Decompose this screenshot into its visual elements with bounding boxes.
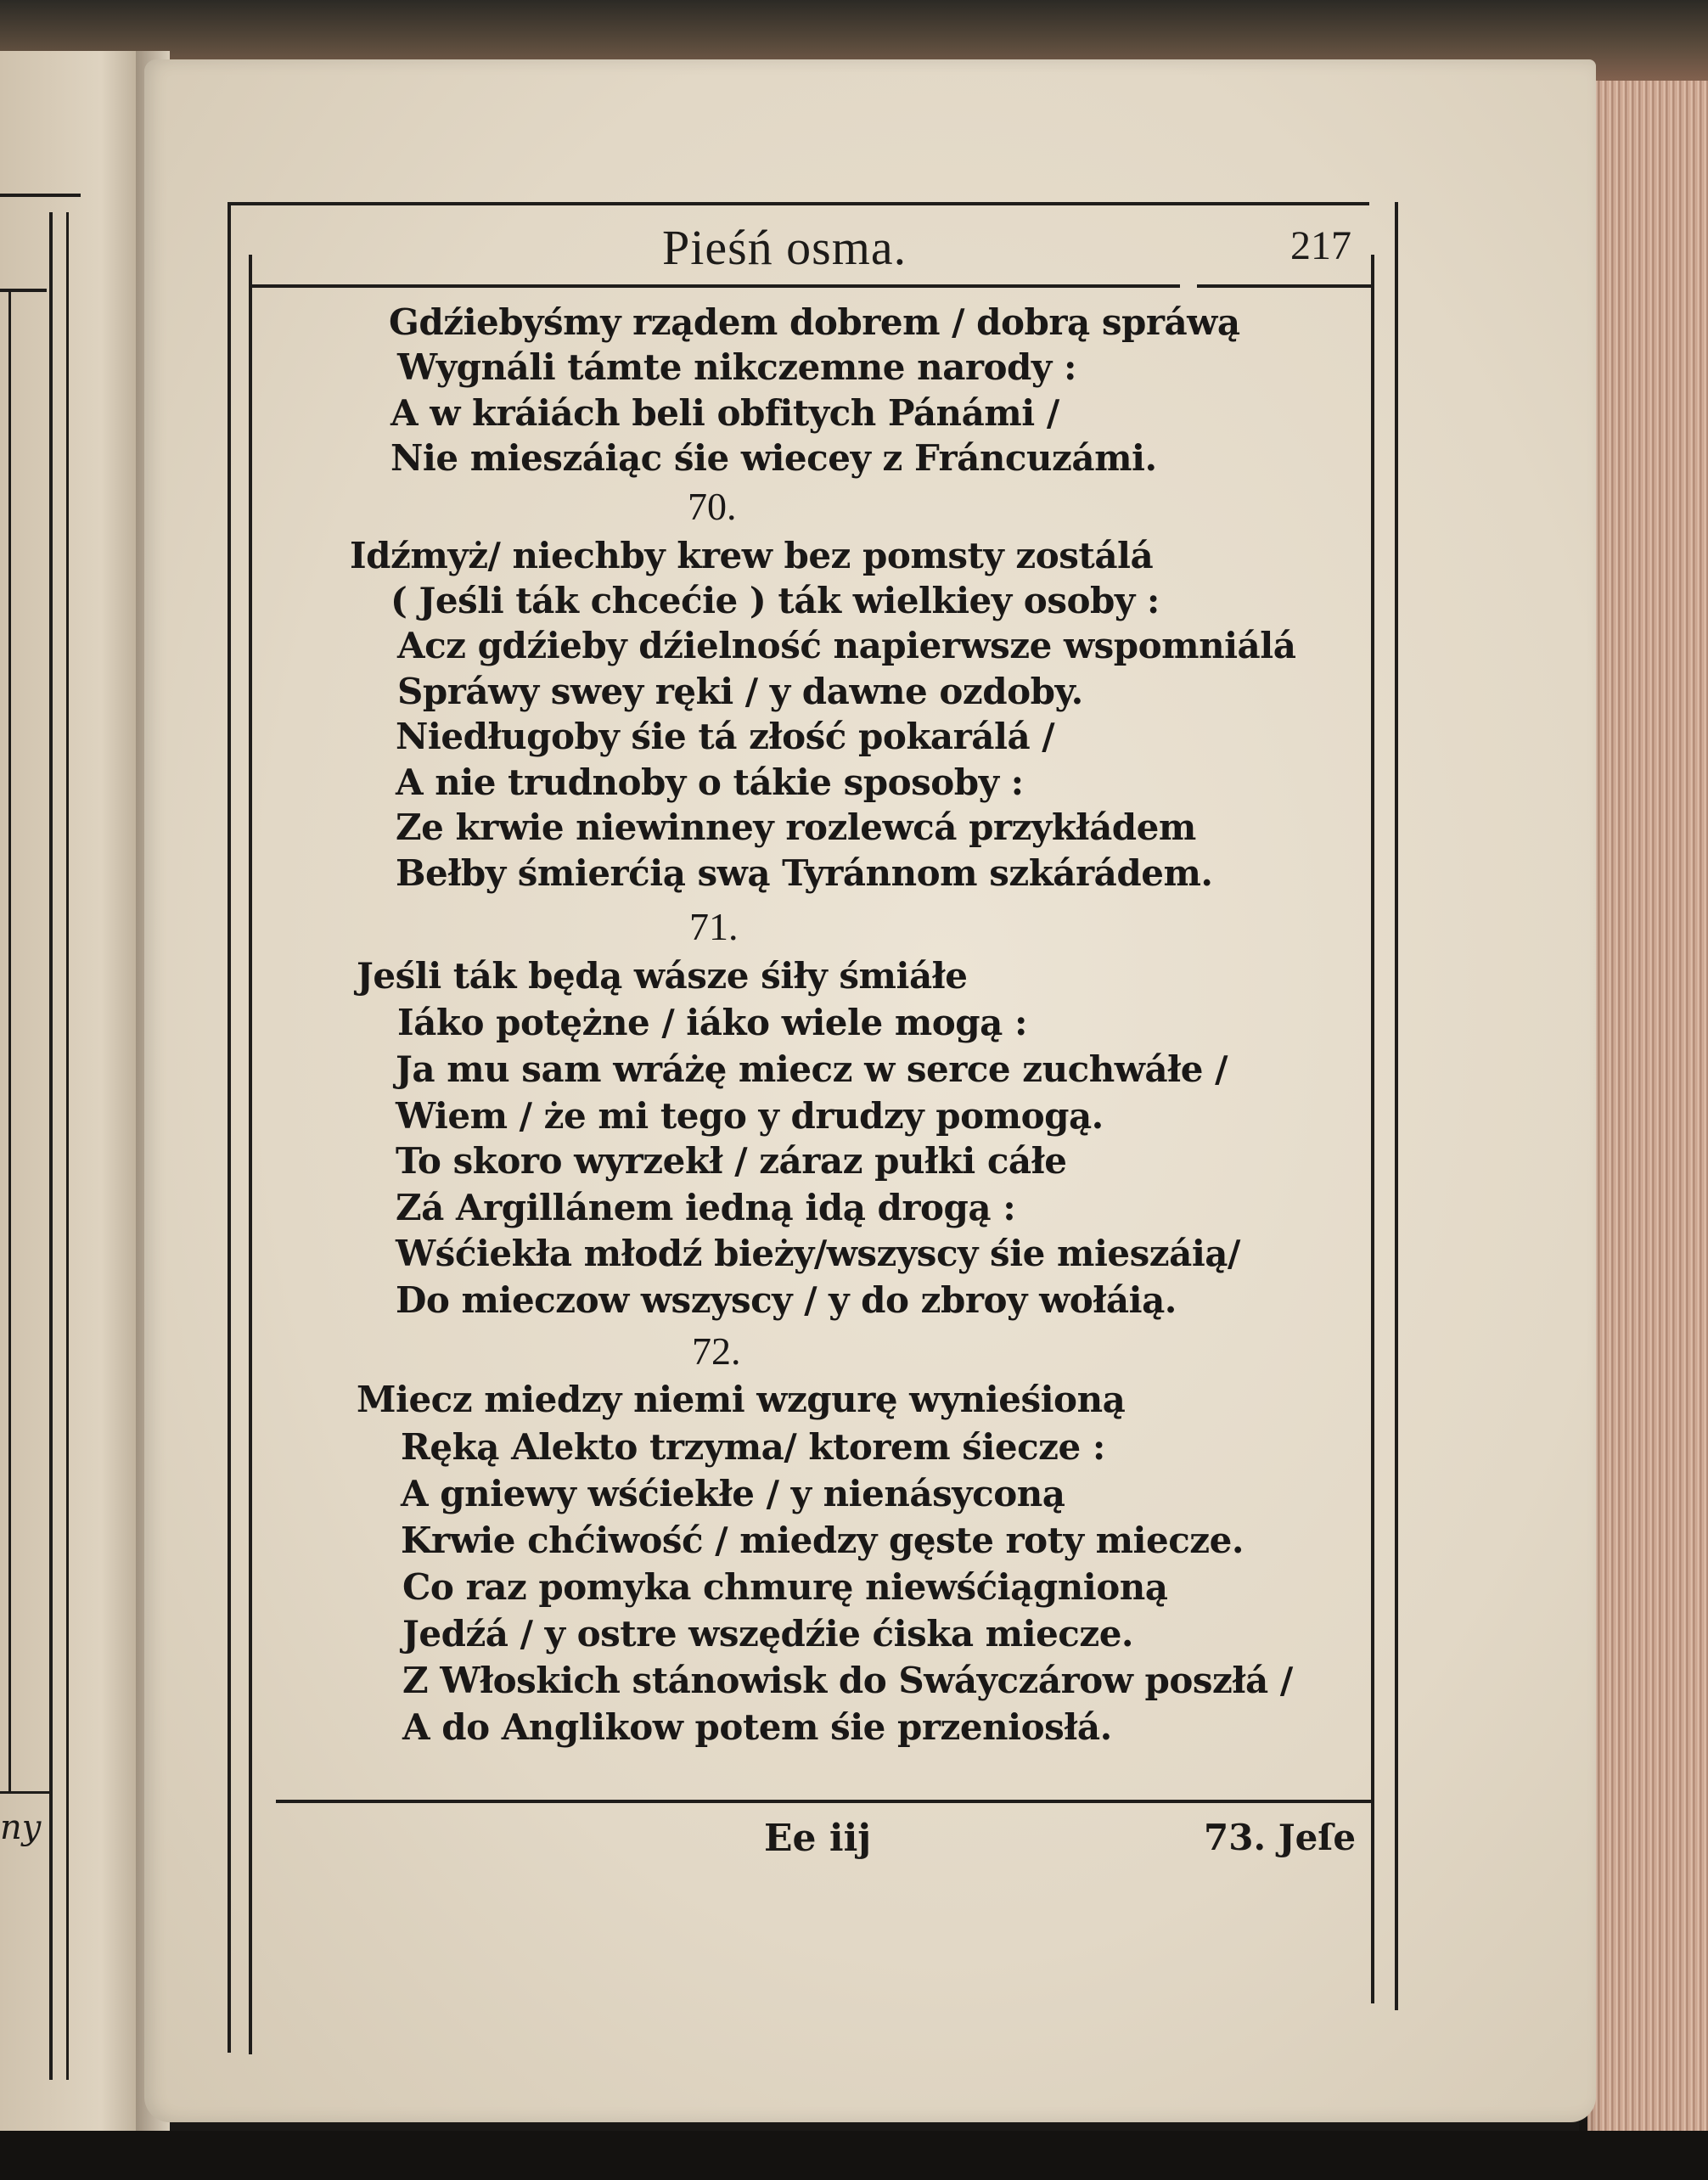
stanza-number: 70. bbox=[688, 485, 737, 528]
verse-line: ( Jeśli ták chcećie ) ták wielkiey osoby : bbox=[390, 580, 1160, 621]
verse-line: Co raz pomyka chmurę niewśćiągnioną bbox=[402, 1566, 1168, 1608]
printer-signature: Ee iij bbox=[764, 1817, 872, 1860]
left-page-rule-top bbox=[0, 194, 81, 197]
verse-line: Jeśli ták będą wásze śiły śmiáłe bbox=[357, 955, 968, 997]
verse-line: Ze krwie niewinney rozlewcá przykłádem bbox=[396, 806, 1196, 848]
verse-line: Bełby śmierćią swą Tyránnom szkárádem. bbox=[396, 852, 1213, 894]
running-title: Pieśń osma. bbox=[662, 220, 907, 275]
bottom-shadow bbox=[0, 2131, 1708, 2180]
page-number: 217 bbox=[1290, 223, 1351, 268]
verse-line: Idźmyż/ niechby krew bez pomsty zostálá bbox=[350, 535, 1154, 576]
verse-line: Iáko potężne / iáko wiele mogą : bbox=[397, 1002, 1027, 1043]
left-page-rule-top-inner bbox=[0, 289, 47, 292]
verse-line: A w kráiách beli obfitych Pánámi / bbox=[390, 392, 1059, 434]
frame-right-inner-rule bbox=[1371, 255, 1374, 2003]
verse-line: Ja mu sam wráżę miecz w serce zuchwáłe / bbox=[396, 1048, 1228, 1090]
verse-line: A gniewy wśćiekłe / y nienásyconą bbox=[401, 1473, 1065, 1514]
verse-line: To skoro wyrzekł / záraz pułki cáłe bbox=[396, 1140, 1067, 1182]
verse-line: A nie trudnoby o tákie sposoby : bbox=[396, 761, 1024, 803]
frame-left-outer-rule bbox=[228, 202, 231, 2053]
verse-line: Zá Argillánem iedną idą drogą : bbox=[396, 1187, 1016, 1228]
header-rule-right bbox=[1197, 284, 1371, 288]
catchword: 73. Jeſe bbox=[1204, 1817, 1357, 1858]
verse-line: Do mieczow wszyscy / y do zbroy wołáią. bbox=[396, 1279, 1177, 1321]
page-edges bbox=[1587, 81, 1708, 2152]
verse-line: A do Anglikow potem śie przeniosłá. bbox=[402, 1706, 1112, 1748]
verse-line: Nie mieszáiąc śie wiecey z Fráncuzámi. bbox=[390, 437, 1157, 479]
verse-line: Krwie chćiwość / miedzy gęste roty miecze. bbox=[401, 1520, 1244, 1561]
left-page-catchword: ny bbox=[0, 1808, 42, 1847]
frame-left-inner-rule bbox=[249, 255, 252, 2054]
verse-line: Gdźiebyśmy rządem dobrem / dobrą spráwą bbox=[389, 301, 1240, 343]
left-page-rule-vertical-inner bbox=[66, 212, 69, 2080]
left-page-rule-bottom bbox=[0, 1791, 51, 1794]
stanza-number: 71. bbox=[689, 905, 739, 948]
verse-line: Jedźá / y ostre wszędźie ćiska miecze. bbox=[402, 1613, 1134, 1655]
verse-line: Miecz miedzy niemi wzgurę wynieśioną bbox=[357, 1379, 1126, 1420]
frame-top-rule bbox=[228, 202, 1369, 205]
left-page-rule-vertical-outer bbox=[49, 212, 53, 2080]
verse-line: Ręką Alekto trzyma/ ktorem śiecze : bbox=[401, 1426, 1105, 1468]
verse-line: Wśćiekła młodź bieży/wszyscy śie mieszáią/ bbox=[396, 1233, 1240, 1274]
verse-line: Niedługoby śie tá złość pokarálá / bbox=[396, 716, 1055, 757]
verse-line: Spráwy swey ręki / y dawne ozdoby. bbox=[397, 671, 1083, 712]
verse-line: Wiem / że mi tego y drudzy pomogą. bbox=[396, 1095, 1104, 1137]
left-page-rule-vertical-mid bbox=[8, 289, 11, 1791]
header-rule-left bbox=[250, 284, 1180, 288]
verse-line: Z Włoskich stánowisk do Swáyczárow poszłá / bbox=[402, 1660, 1293, 1701]
footer-rule bbox=[276, 1800, 1371, 1803]
verse-line: Wygnáli támte nikczemne narody : bbox=[397, 346, 1076, 388]
verse-line: Acz gdźieby dźielność napierwsze wspomniálá bbox=[397, 625, 1296, 666]
frame-right-outer-rule bbox=[1395, 202, 1398, 2010]
stanza-number: 72. bbox=[692, 1329, 741, 1373]
